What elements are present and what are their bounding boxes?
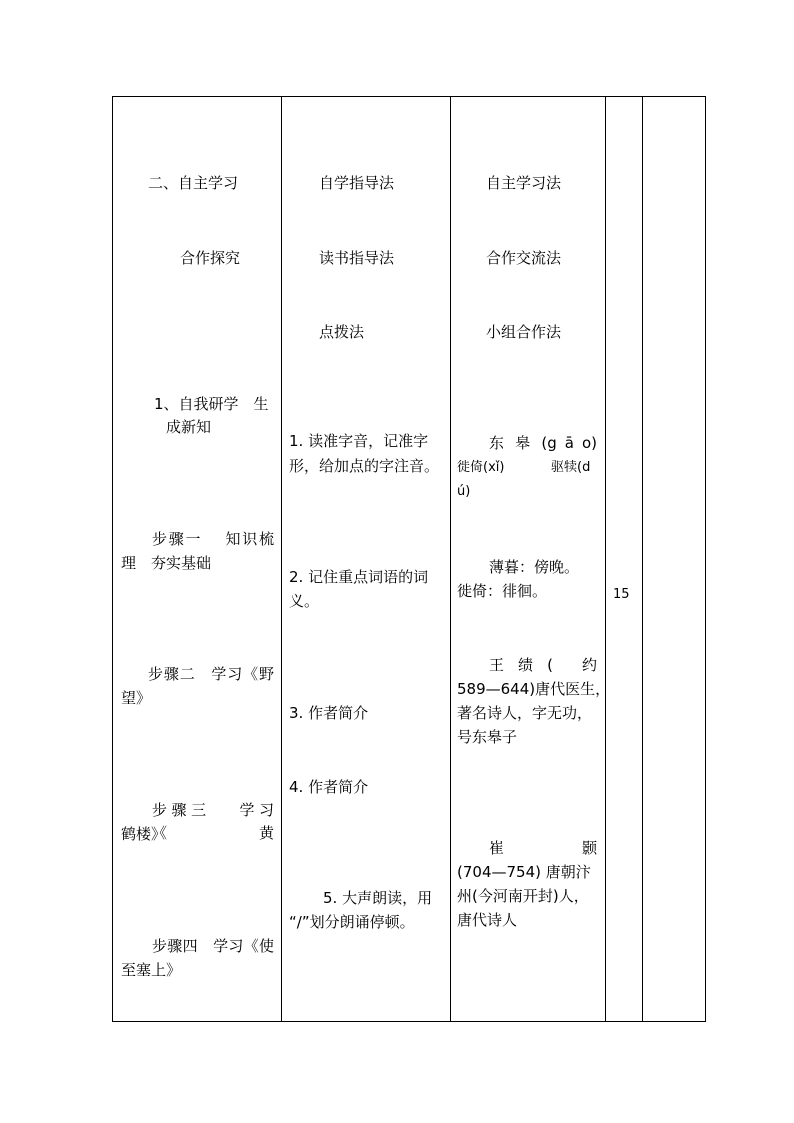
answer-text: 唐代诗人 xyxy=(457,911,518,929)
column-divider xyxy=(281,96,282,1022)
task-text: 形，给加点的字注音。 xyxy=(289,457,440,475)
answer-text: 崔 颢 xyxy=(489,839,597,857)
task-text: 2. 记住重点词语的词 xyxy=(289,568,429,586)
column-divider xyxy=(642,96,643,1022)
step-heading: 步骤一 知识梳 xyxy=(152,530,274,548)
task-text: 4. 作者简介 xyxy=(289,778,369,796)
task-text: 义。 xyxy=(289,592,320,610)
step-heading-cont: 鹤楼》 xyxy=(121,825,167,843)
time-minutes: 15 xyxy=(613,587,630,602)
task-text: 3. 作者简介 xyxy=(289,704,369,722)
answer-text: 东 皋 (g ā o) xyxy=(489,434,597,452)
learning-method: 合作交流法 xyxy=(486,249,562,267)
task-text: 5. 大声朗读，用 xyxy=(323,889,433,907)
answer-text: 州(今河南开封)人， xyxy=(457,887,589,905)
answer-text: 徙倚(xǐ) xyxy=(457,460,505,475)
step-heading: 步骤三 学习《黄 xyxy=(152,801,274,842)
teaching-method: 点拨法 xyxy=(319,323,365,341)
column-divider xyxy=(605,96,606,1022)
answer-text: 徙倚：徘徊。 xyxy=(457,582,548,600)
item-heading-cont: 成新知 xyxy=(166,418,212,436)
teaching-method: 自学指导法 xyxy=(319,174,395,192)
task-text: “/”划分朗诵停顿。 xyxy=(289,913,415,931)
step-heading-cont: 望》 xyxy=(121,689,152,707)
section-subtitle: 合作探究 xyxy=(180,249,241,267)
learning-method: 自主学习法 xyxy=(486,174,562,192)
answer-text: 王 绩 ( 约 xyxy=(489,656,597,674)
answer-text: 号东皋子 xyxy=(457,728,518,746)
item-heading: 1、自我研学 生 xyxy=(154,395,269,413)
answer-text: (704—754) 唐朝汴 xyxy=(457,863,591,881)
step-heading: 步骤四 学习《使 xyxy=(152,937,274,955)
step-heading-cont: 理 夯实基础 xyxy=(121,554,212,572)
column-divider xyxy=(450,96,451,1022)
learning-method: 小组合作法 xyxy=(486,323,562,341)
answer-text: 薄暮：傍晚。 xyxy=(489,558,580,576)
section-title: 二、自主学习 xyxy=(148,174,239,192)
answer-text: 589—644)唐代医生， xyxy=(457,680,611,698)
step-heading-cont: 至塞上》 xyxy=(121,961,182,979)
answer-text: 著名诗人，字无功， xyxy=(457,704,593,722)
answer-text: 驱犊(d xyxy=(551,460,591,475)
teaching-method: 读书指导法 xyxy=(319,249,395,267)
answer-text: ú) xyxy=(457,484,471,499)
task-text: 1. 读准字音，记准字 xyxy=(289,432,429,450)
step-heading: 步骤二 学习《野 xyxy=(148,665,274,683)
